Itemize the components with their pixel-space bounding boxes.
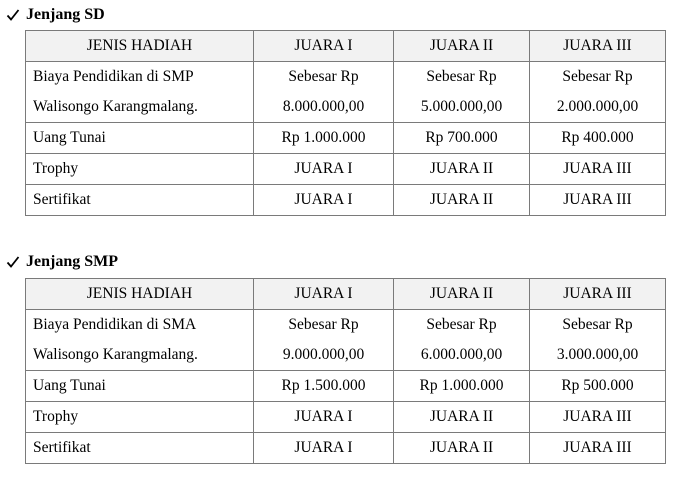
prize-table-smp xyxy=(25,278,666,464)
row-label: Sertifikat xyxy=(26,433,254,464)
cell-juara-2: JUARA II xyxy=(394,433,530,464)
row-label: Uang Tunai xyxy=(26,123,254,154)
cell-juara-1: Rp 1.000.000 xyxy=(254,123,394,154)
checkmark-icon xyxy=(6,255,20,269)
section-title-text: Jenjang SMP xyxy=(26,253,118,270)
table-row xyxy=(26,62,666,123)
table-row xyxy=(26,402,666,433)
row-label: Uang Tunai xyxy=(26,371,254,402)
cell-juara-1: JUARA I xyxy=(254,154,394,185)
cell-juara-3: Rp 400.000 xyxy=(530,123,666,154)
header-juara-3: JUARA III xyxy=(530,279,666,310)
cell-juara-2: Rp 700.000 xyxy=(394,123,530,154)
cell-juara-2: Rp 1.000.000 xyxy=(394,371,530,402)
cell-juara-1: Sebesar Rp 9.000.000,00 xyxy=(254,310,394,371)
cell-juara-2: JUARA II xyxy=(394,154,530,185)
table-header-row xyxy=(26,31,666,62)
table-header-row xyxy=(26,279,666,310)
cell-juara-2: Sebesar Rp 5.000.000,00 xyxy=(394,62,530,123)
header-juara-2: JUARA II xyxy=(394,31,530,62)
row-label: Biaya Pendidikan di SMA Walisongo Karangmalang. xyxy=(26,310,254,371)
cell-juara-3: Sebesar Rp 2.000.000,00 xyxy=(530,62,666,123)
cell-juara-1: Sebesar Rp 8.000.000,00 xyxy=(254,62,394,123)
header-jenis-hadiah: JENIS HADIAH xyxy=(26,31,254,62)
table-row xyxy=(26,185,666,216)
cell-juara-2: JUARA II xyxy=(394,402,530,433)
cell-juara-1: JUARA I xyxy=(254,185,394,216)
row-label: Trophy xyxy=(26,154,254,185)
cell-juara-2: Sebesar Rp 6.000.000,00 xyxy=(394,310,530,371)
header-jenis-hadiah: JENIS HADIAH xyxy=(26,279,254,310)
cell-juara-1: JUARA I xyxy=(254,433,394,464)
row-label: Trophy xyxy=(26,402,254,433)
section-title-sd xyxy=(6,6,105,24)
table-row xyxy=(26,154,666,185)
header-juara-2: JUARA II xyxy=(394,279,530,310)
checkmark-icon xyxy=(6,8,20,22)
row-label: Biaya Pendidikan di SMP Walisongo Karangmalang. xyxy=(26,62,254,123)
cell-juara-1: Rp 1.500.000 xyxy=(254,371,394,402)
cell-juara-3: JUARA III xyxy=(530,433,666,464)
cell-juara-2: JUARA II xyxy=(394,185,530,216)
cell-juara-3: JUARA III xyxy=(530,402,666,433)
table-row xyxy=(26,123,666,154)
prize-table-sd xyxy=(25,30,666,216)
cell-juara-3: Sebesar Rp 3.000.000,00 xyxy=(530,310,666,371)
header-juara-1: JUARA I xyxy=(254,279,394,310)
table-row xyxy=(26,310,666,371)
section-title-smp xyxy=(6,253,118,271)
cell-juara-3: JUARA III xyxy=(530,185,666,216)
header-juara-3: JUARA III xyxy=(530,31,666,62)
table-row xyxy=(26,371,666,402)
section-title-text: Jenjang SD xyxy=(26,6,105,23)
cell-juara-3: Rp 500.000 xyxy=(530,371,666,402)
cell-juara-3: JUARA III xyxy=(530,154,666,185)
cell-juara-1: JUARA I xyxy=(254,402,394,433)
header-juara-1: JUARA I xyxy=(254,31,394,62)
table-row xyxy=(26,433,666,464)
row-label: Sertifikat xyxy=(26,185,254,216)
